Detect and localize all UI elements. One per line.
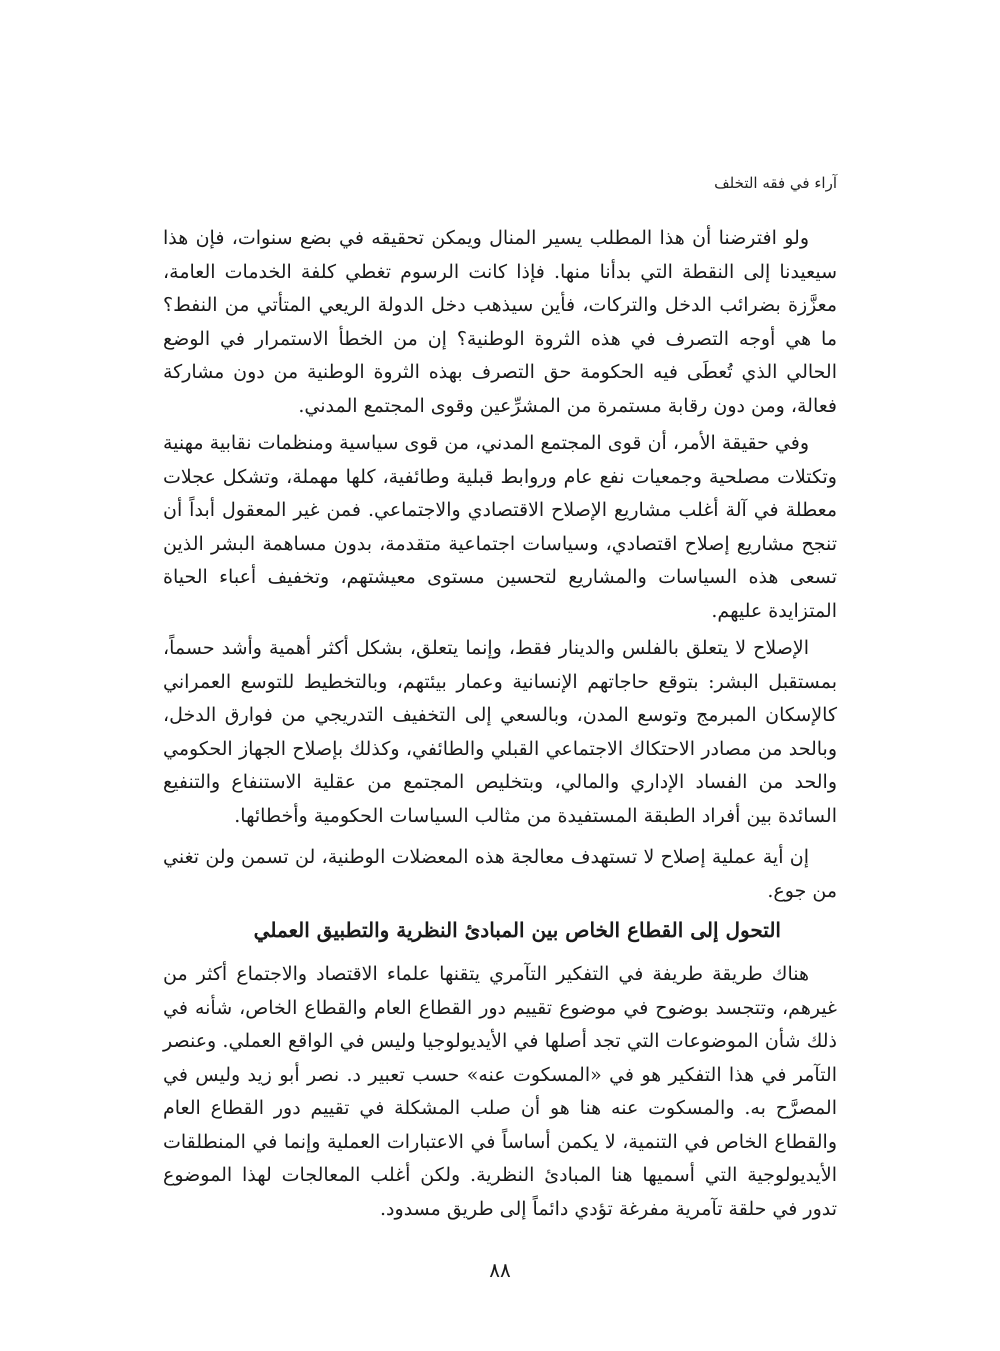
running-header: آراء في فقه التخلف [714, 174, 837, 192]
paragraph-2: وفي حقيقة الأمر، أن قوى المجتمع المدني، من قوى سياسية ومنظمات نقابية مهنية وتكتلات مصلحية وجمعيات نفع عام وروابط قبلية وطائفية، كلها مهملة، وتشكل عجلات معطلة في آلة أغلب مشاريع الإصلاح الاقتصادي والاجتماعي. فمن غير المعقول أبداً أن تنجح مشاريع إصلاح اقتصادي، وسياسات اجتماعية متقدمة، بدون مساهمة البشر الذين تسعى هذه السياسات والمشاريع لتحسين مستوى معيشتهم، وتخفيف أعباء الحياة المتزايدة عليهم. [163, 432, 837, 622]
page-body [163, 222, 837, 1226]
page-number: ٨٨ [489, 1258, 511, 1282]
section-paragraph: هناك طريقة طريفة في التفكير التآمري يتقنها علماء الاقتصاد والاجتماع أكثر من غيرهم، وتتجسد بوضوح في موضوع تقييم دور القطاع العام والقطاع الخاص، شأنه في ذلك شأن الموضوعات التي تجد أصلها في الأيديولوجيا وليس في الواقع العملي. وعنصر التآمر في هذا التفكير هو في «المسكوت عنه» حسب تعبير د. نصر أبو زيد وليس في المصرَّح به. والمسكوت عنه هنا هو أن صلب المشكلة في تقييم دور القطاع العام والقطاع الخاص في التنمية، لا يكمن أساساً في الاعتبارات العملية وإنما في المنطلقات الأيديولوجية التي أسميها هنا المبادئ النظرية. ولكن أغلب المعالجات لهذا الموضوع تدور في حلقة تآمرية مفرغة تؤدي دائماً إلى طريق مسدود. [163, 963, 837, 1220]
paragraph-3: الإصلاح لا يتعلق بالفلس والدينار فقط، وإنما يتعلق، بشكل أكثر أهمية وأشد حسماً، بمستقبل البشر: بتوقع حاجاتهم الإنسانية وعمار بيئتهم، وبالتخطيط للتوسع العمراني كالإسكان المبرمج وتوسع المدن، وبالسعي إلى التخفيف التدريجي من فوارق الدخل، وبالحد من مصادر الاحتكاك الاجتماعي القبلي والطائفي، وكذلك بإصلاح الجهاز الحكومي والحد من الفساد الإداري والمالي، وبتخليص المجتمع من عقلية الاستنفاع والتنفيع السائدة بين أفراد الطبقة المستفيدة من مثالب السياسات الحكومية وأخطائها. [163, 637, 837, 827]
section-heading: التحول إلى القطاع الخاص بين المبادئ النظرية والتطبيق العملي [253, 918, 781, 942]
paragraph-4: إن أية عملية إصلاح لا تستهدف معالجة هذه المعضلات الوطنية، لن تسمن ولن تغني من جوع. [163, 846, 837, 902]
paragraph-1: ولو افترضنا أن هذا المطلب يسير المنال ويمكن تحقيقه في بضع سنوات، فإن هذا سيعيدنا إلى النقطة التي بدأنا منها. فإذا كانت الرسوم تغطي كلفة الخدمات العامة، معزَّزة بضرائب الدخل والتركات، فأين سيذهب دخل الدولة الريعي المتأتي من النفط؟ ما هي أوجه التصرف في هذه الثروة الوطنية؟ إن من الخطأ الاستمرار في الوضع الحالي الذي تُعطَى فيه الحكومة حق التصرف بهذه الثروة الوطنية من دون مشاركة فعالة، ومن دون رقابة مستمرة من المشرِّعين وقوى المجتمع المدني. [163, 227, 837, 417]
